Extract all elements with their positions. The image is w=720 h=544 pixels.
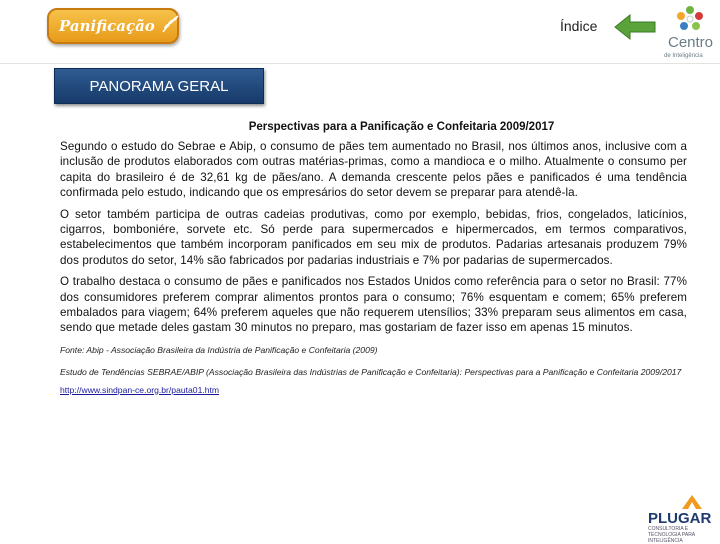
document-body bbox=[60, 121, 687, 398]
plugar-tagline: CONSULTORIA E TECNOLOGIA PARA INTELIGÊNCIA bbox=[648, 526, 695, 544]
source-note: Fonte: Abip - Associação Brasileira da Indústria de Panificação e Confeitaria (2009) bbox=[60, 344, 378, 355]
header-divider bbox=[0, 63, 720, 64]
badge-label: Panificação bbox=[59, 17, 155, 35]
index-link[interactable]: Índice bbox=[560, 18, 598, 34]
section-title: PANORAMA GERAL bbox=[54, 68, 264, 104]
plugar-brand: PLUGAR bbox=[648, 510, 712, 527]
centro-name: Centro bbox=[668, 34, 714, 51]
panificacao-badge bbox=[47, 8, 179, 44]
back-arrow-icon[interactable] bbox=[613, 14, 657, 45]
paragraph-consumption: Segundo o estudo do Sebrae e Abip, o consumo de pães tem aumentado no Brasil, nos últimos anos, inclusive com a inclusão de produtos elaborados com outras matérias-primas, como a mandioca e o milho. Atualmente o consumo per capita do brasileiro é de 32,61 kg de pães/ano. A demanda crescente pelos pães e panificados é uma tendência confirmada pelo estudo, indicando que os empresários do setor devem se preparar para atendê-la. bbox=[60, 140, 687, 200]
study-note: Estudo de Tendências SEBRAE/ABIP (Associação Brasileira das Indústrias de Panificação e Confeitaria): Perspectivas para a Panificação e Confeitaria 2009/2017 bbox=[60, 366, 682, 377]
source-link[interactable]: http://www.sindpan-ce.org.br/pauta01.htm bbox=[60, 384, 220, 395]
document-title: Perspectivas para a Panificação e Confeitaria 2009/2017 bbox=[248, 121, 555, 133]
wheat-icon bbox=[159, 14, 181, 39]
paragraph-usa-reference: O trabalho destaca o consumo de pães e panificados nos Estados Unidos como referência para o setor no Brasil: 77% dos consumidores preferem comprar alimentos prontos para o consumo; 76% esquentam e comem; 65% preferem embalados para viagem; 64% preferem aqueles que não requerem utensílios; 33% preparam seus alimentos em casa, sendo que metade deles gastam 30 minutos no preparo, mas gostariam de fazer isso em apenas 15 minutos. bbox=[60, 275, 687, 335]
paragraph-production-chains: O setor também participa de outras cadeias produtivas, como por exemplo, bebidas, frios, congelados, laticínios, cigarros, bomboniére, sorvete etc. Só perde para supermercados e hipermercados, em termos comparativos, estabelecimentos que também incorporam panificados em seu mix de produtos. Padarias artesanais produzem 79% dos produtos do setor, 14% são fabricados por padarias industriais e 7% por padarias de supermercados. bbox=[60, 207, 687, 267]
centro-subtitle: de Inteligência bbox=[664, 53, 703, 59]
